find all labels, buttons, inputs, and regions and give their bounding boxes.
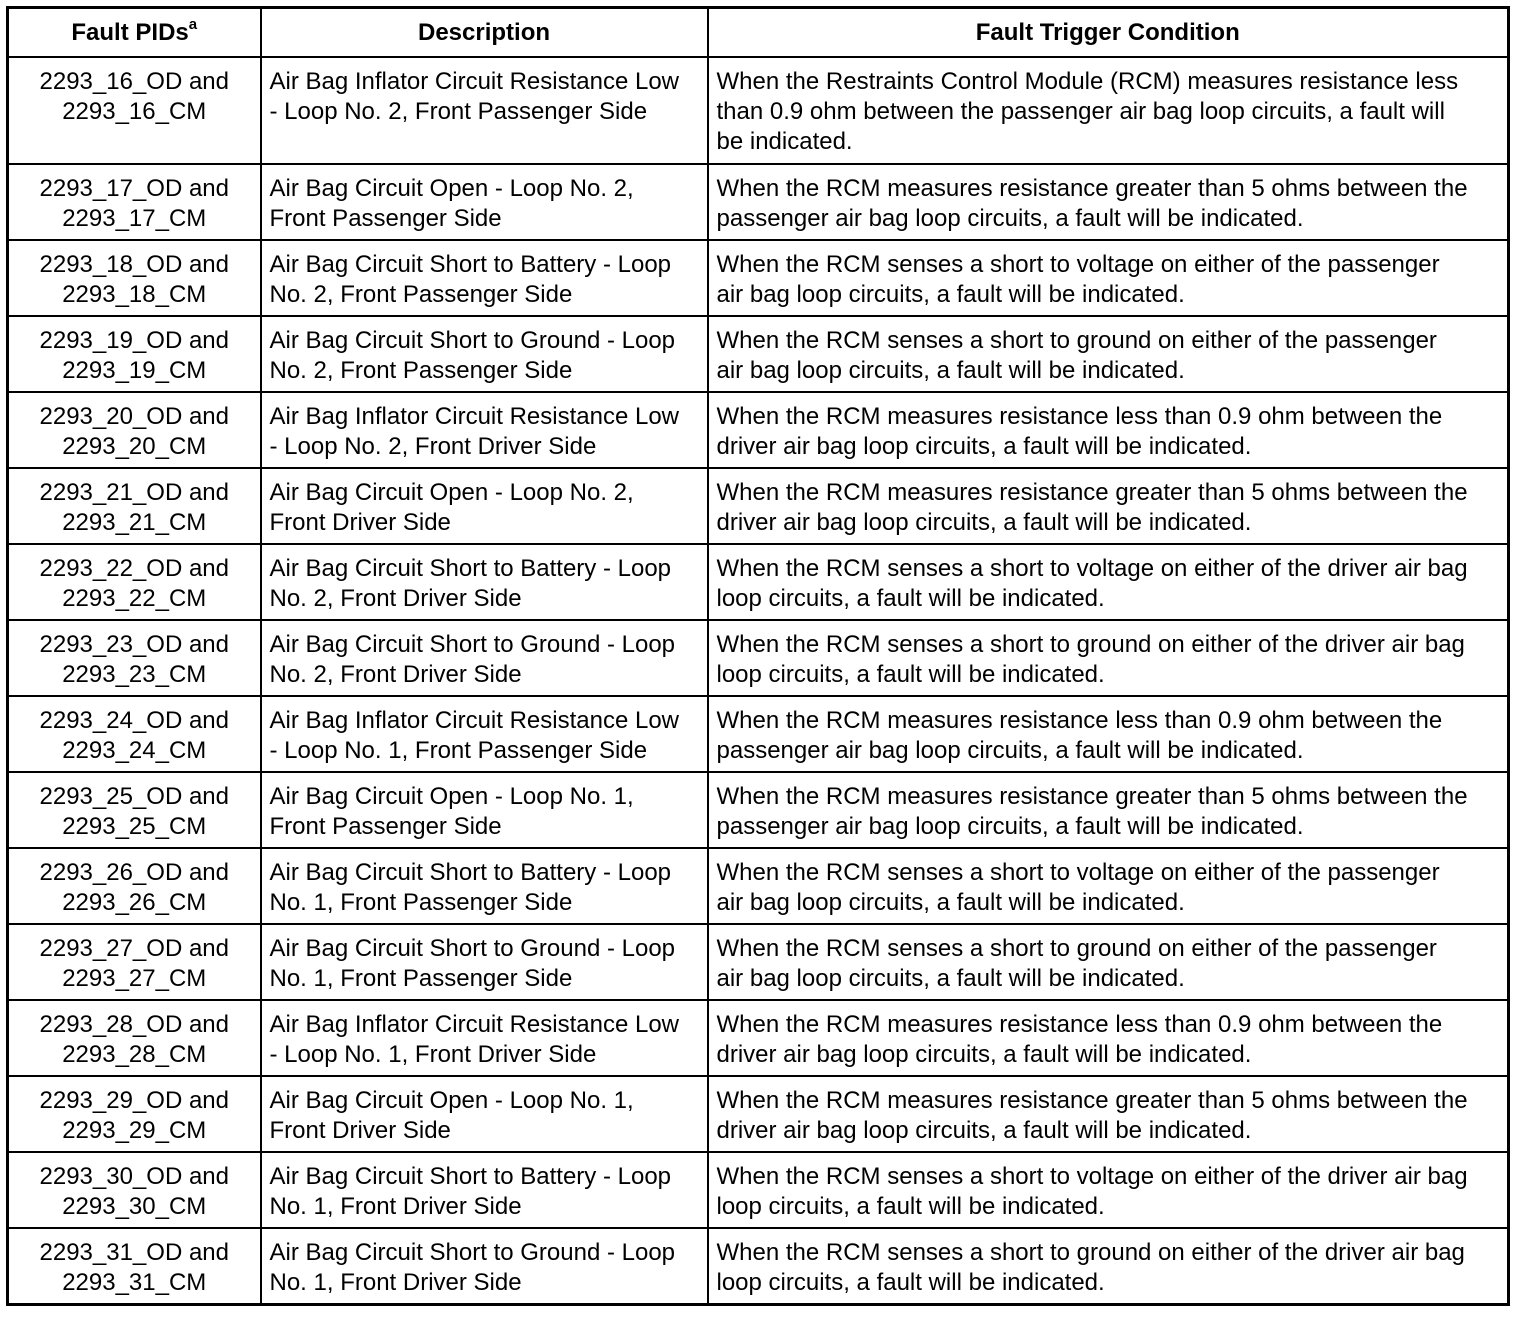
trigger-condition-line: loop circuits, a fault will be indicated. bbox=[716, 661, 1105, 688]
description-line: Front Passenger Side bbox=[269, 205, 502, 232]
table-row bbox=[8, 392, 1509, 468]
fault-pid-cell bbox=[8, 1076, 261, 1152]
table-row bbox=[8, 1152, 1509, 1228]
description-line: No. 1, Front Driver Side bbox=[269, 1193, 522, 1220]
trigger-condition-cell bbox=[708, 1152, 1509, 1228]
trigger-condition-cell bbox=[708, 1076, 1509, 1152]
description-line: Air Bag Circuit Short to Ground - Loop bbox=[269, 1239, 676, 1266]
table-row bbox=[8, 620, 1509, 696]
table-row bbox=[8, 240, 1509, 316]
fault-pid-cell bbox=[8, 544, 261, 620]
description-line: No. 2, Front Passenger Side bbox=[269, 357, 573, 384]
trigger-condition-line: When the RCM senses a short to ground on either of the passenger bbox=[716, 327, 1437, 354]
fault-pid-line: 2293_20_CM bbox=[62, 433, 207, 460]
description-line: Air Bag Inflator Circuit Resistance Low bbox=[269, 403, 679, 430]
table-row bbox=[8, 468, 1509, 544]
description-line: - Loop No. 2, Front Driver Side bbox=[269, 433, 597, 460]
description-cell bbox=[261, 848, 708, 924]
fault-pid-line: 2293_31_OD and bbox=[39, 1239, 229, 1266]
trigger-condition-line: When the RCM senses a short to ground on either of the driver air bag bbox=[716, 1239, 1465, 1266]
trigger-condition-line: When the RCM measures resistance greater than 5 ohms between the bbox=[716, 1087, 1468, 1114]
trigger-condition-cell bbox=[708, 1228, 1509, 1304]
table-row bbox=[8, 57, 1509, 164]
trigger-condition-cell bbox=[708, 1000, 1509, 1076]
fault-pid-line: 2293_18_CM bbox=[62, 281, 207, 308]
fault-pid-cell bbox=[8, 468, 261, 544]
table-row bbox=[8, 1076, 1509, 1152]
description-cell bbox=[261, 544, 708, 620]
fault-pid-line: 2293_26_CM bbox=[62, 889, 207, 916]
fault-pid-cell bbox=[8, 1000, 261, 1076]
trigger-condition-cell bbox=[708, 544, 1509, 620]
table-row bbox=[8, 1000, 1509, 1076]
description-line: No. 1, Front Driver Side bbox=[269, 1269, 522, 1296]
fault-pid-cell bbox=[8, 620, 261, 696]
header-footnote-marker: a bbox=[188, 15, 198, 33]
description-line: Air Bag Inflator Circuit Resistance Low bbox=[269, 707, 679, 734]
description-line: Air Bag Circuit Open - Loop No. 2, bbox=[269, 175, 634, 202]
header-row bbox=[8, 8, 1509, 58]
fault-pid-line: 2293_22_OD and bbox=[39, 555, 229, 582]
header-fault-pids-label: Fault PIDs bbox=[71, 18, 189, 46]
description-cell bbox=[261, 1000, 708, 1076]
header-trigger-condition: Fault Trigger Condition bbox=[708, 8, 1509, 58]
trigger-condition-line: When the RCM senses a short to voltage on either of the driver air bag bbox=[716, 555, 1468, 582]
fault-pid-line: 2293_31_CM bbox=[62, 1269, 207, 1296]
trigger-condition-line: air bag loop circuits, a fault will be indicated. bbox=[716, 281, 1185, 308]
fault-pid-line: 2293_28_OD and bbox=[39, 1011, 229, 1038]
fault-pid-cell bbox=[8, 240, 261, 316]
fault-pid-line: 2293_19_OD and bbox=[39, 327, 229, 354]
fault-pid-line: 2293_28_CM bbox=[62, 1041, 207, 1068]
fault-pid-line: 2293_26_OD and bbox=[39, 859, 229, 886]
trigger-condition-cell bbox=[708, 772, 1509, 848]
trigger-condition-cell bbox=[708, 240, 1509, 316]
description-cell bbox=[261, 468, 708, 544]
trigger-condition-line: When the RCM senses a short to ground on either of the driver air bag bbox=[716, 631, 1465, 658]
fault-pid-line: 2293_16_OD and bbox=[39, 68, 229, 95]
trigger-condition-cell bbox=[708, 392, 1509, 468]
trigger-condition-cell bbox=[708, 316, 1509, 392]
trigger-condition-line: air bag loop circuits, a fault will be indicated. bbox=[716, 357, 1185, 384]
trigger-condition-line: When the RCM measures resistance greater than 5 ohms between the bbox=[716, 479, 1468, 506]
description-cell bbox=[261, 316, 708, 392]
trigger-condition-line: loop circuits, a fault will be indicated. bbox=[716, 1269, 1105, 1296]
fault-pid-line: 2293_22_CM bbox=[62, 585, 207, 612]
description-line: Front Passenger Side bbox=[269, 813, 502, 840]
fault-pid-line: 2293_16_CM bbox=[62, 98, 207, 125]
description-line: Front Driver Side bbox=[269, 1117, 451, 1144]
fault-pid-line: 2293_24_OD and bbox=[39, 707, 229, 734]
description-cell bbox=[261, 164, 708, 240]
description-line: Air Bag Circuit Open - Loop No. 1, bbox=[269, 1087, 634, 1114]
trigger-condition-line: be indicated. bbox=[716, 128, 853, 155]
description-cell bbox=[261, 620, 708, 696]
trigger-condition-cell bbox=[708, 924, 1509, 1000]
fault-pid-line: 2293_17_OD and bbox=[39, 175, 229, 202]
description-line: Air Bag Circuit Short to Ground - Loop bbox=[269, 935, 676, 962]
trigger-condition-line: When the RCM measures resistance greater than 5 ohms between the bbox=[716, 175, 1468, 202]
description-line: Air Bag Circuit Short to Ground - Loop bbox=[269, 327, 676, 354]
description-line: No. 2, Front Driver Side bbox=[269, 661, 522, 688]
description-cell bbox=[261, 392, 708, 468]
fault-pid-cell bbox=[8, 1228, 261, 1304]
description-line: No. 1, Front Passenger Side bbox=[269, 965, 573, 992]
trigger-condition-cell bbox=[708, 164, 1509, 240]
description-cell bbox=[261, 1152, 708, 1228]
trigger-condition-line: passenger air bag loop circuits, a fault will be indicated. bbox=[716, 205, 1304, 232]
table-row bbox=[8, 544, 1509, 620]
description-line: - Loop No. 1, Front Driver Side bbox=[269, 1041, 597, 1068]
trigger-condition-cell bbox=[708, 620, 1509, 696]
fault-pid-line: 2293_29_CM bbox=[62, 1117, 207, 1144]
trigger-condition-line: When the RCM measures resistance less than 0.9 ohm between the bbox=[716, 403, 1443, 430]
header-fault-pids bbox=[8, 8, 261, 58]
description-line: Air Bag Inflator Circuit Resistance Low bbox=[269, 68, 679, 95]
fault-pid-line: 2293_18_OD and bbox=[39, 251, 229, 278]
fault-pid-line: 2293_25_OD and bbox=[39, 783, 229, 810]
description-cell bbox=[261, 772, 708, 848]
trigger-condition-line: When the Restraints Control Module (RCM) measures resistance less bbox=[716, 68, 1459, 95]
fault-pid-cell bbox=[8, 392, 261, 468]
header-description: Description bbox=[261, 8, 708, 58]
description-line: Front Driver Side bbox=[269, 509, 451, 536]
description-line: Air Bag Circuit Short to Ground - Loop bbox=[269, 631, 676, 658]
trigger-condition-line: driver air bag loop circuits, a fault will be indicated. bbox=[716, 1117, 1252, 1144]
fault-pid-line: 2293_27_OD and bbox=[39, 935, 229, 962]
trigger-condition-line: driver air bag loop circuits, a fault will be indicated. bbox=[716, 433, 1252, 460]
fault-pid-cell bbox=[8, 772, 261, 848]
description-line: - Loop No. 1, Front Passenger Side bbox=[269, 737, 648, 764]
description-line: Air Bag Circuit Short to Battery - Loop bbox=[269, 859, 672, 886]
description-line: Air Bag Circuit Short to Battery - Loop bbox=[269, 251, 672, 278]
fault-pid-cell bbox=[8, 696, 261, 772]
trigger-condition-cell bbox=[708, 57, 1509, 164]
description-line: Air Bag Inflator Circuit Resistance Low bbox=[269, 1011, 679, 1038]
description-line: No. 2, Front Passenger Side bbox=[269, 281, 573, 308]
description-cell bbox=[261, 924, 708, 1000]
trigger-condition-line: When the RCM measures resistance less than 0.9 ohm between the bbox=[716, 707, 1443, 734]
trigger-condition-line: When the RCM senses a short to voltage on either of the passenger bbox=[716, 251, 1440, 278]
trigger-condition-line: When the RCM senses a short to ground on either of the passenger bbox=[716, 935, 1437, 962]
fault-pid-line: 2293_23_OD and bbox=[39, 631, 229, 658]
fault-pid-cell bbox=[8, 164, 261, 240]
table-row bbox=[8, 696, 1509, 772]
table-row bbox=[8, 772, 1509, 848]
trigger-condition-line: When the RCM measures resistance less than 0.9 ohm between the bbox=[716, 1011, 1443, 1038]
fault-pid-line: 2293_21_CM bbox=[62, 509, 207, 536]
fault-pid-line: 2293_29_OD and bbox=[39, 1087, 229, 1114]
fault-pid-line: 2293_24_CM bbox=[62, 737, 207, 764]
table-row bbox=[8, 316, 1509, 392]
trigger-condition-line: When the RCM measures resistance greater than 5 ohms between the bbox=[716, 783, 1468, 810]
description-line: Air Bag Circuit Open - Loop No. 2, bbox=[269, 479, 634, 506]
trigger-condition-line: passenger air bag loop circuits, a fault will be indicated. bbox=[716, 737, 1304, 764]
fault-rows bbox=[8, 57, 1509, 1304]
description-cell bbox=[261, 1228, 708, 1304]
table-row bbox=[8, 1228, 1509, 1304]
table-row bbox=[8, 848, 1509, 924]
description-cell bbox=[261, 1076, 708, 1152]
fault-pid-line: 2293_20_OD and bbox=[39, 403, 229, 430]
trigger-condition-cell bbox=[708, 468, 1509, 544]
fault-pid-cell bbox=[8, 1152, 261, 1228]
trigger-condition-line: driver air bag loop circuits, a fault will be indicated. bbox=[716, 509, 1252, 536]
fault-pid-line: 2293_30_CM bbox=[62, 1193, 207, 1220]
trigger-condition-line: passenger air bag loop circuits, a fault will be indicated. bbox=[716, 813, 1304, 840]
fault-pid-line: 2293_23_CM bbox=[62, 661, 207, 688]
description-line: Air Bag Circuit Short to Battery - Loop bbox=[269, 555, 672, 582]
description-line: No. 2, Front Driver Side bbox=[269, 585, 522, 612]
description-line: - Loop No. 2, Front Passenger Side bbox=[269, 98, 648, 125]
trigger-condition-line: loop circuits, a fault will be indicated. bbox=[716, 585, 1105, 612]
description-cell bbox=[261, 57, 708, 164]
fault-pid-line: 2293_17_CM bbox=[62, 205, 207, 232]
fault-pid-cell bbox=[8, 316, 261, 392]
description-cell bbox=[261, 696, 708, 772]
description-line: No. 1, Front Passenger Side bbox=[269, 889, 573, 916]
trigger-condition-line: driver air bag loop circuits, a fault will be indicated. bbox=[716, 1041, 1252, 1068]
fault-pid-line: 2293_21_OD and bbox=[39, 479, 229, 506]
trigger-condition-line: air bag loop circuits, a fault will be indicated. bbox=[716, 965, 1185, 992]
fault-pid-line: 2293_19_CM bbox=[62, 357, 207, 384]
fault-pid-line: 2293_30_OD and bbox=[39, 1163, 229, 1190]
fault-pid-cell bbox=[8, 848, 261, 924]
trigger-condition-line: air bag loop circuits, a fault will be indicated. bbox=[716, 889, 1185, 916]
description-line: Air Bag Circuit Open - Loop No. 1, bbox=[269, 783, 634, 810]
trigger-condition-line: When the RCM senses a short to voltage on either of the passenger bbox=[716, 859, 1440, 886]
table-row bbox=[8, 164, 1509, 240]
table-row bbox=[8, 924, 1509, 1000]
trigger-condition-line: When the RCM senses a short to voltage on either of the driver air bag bbox=[716, 1163, 1468, 1190]
fault-pid-line: 2293_25_CM bbox=[62, 813, 207, 840]
fault-table bbox=[6, 6, 1510, 1306]
description-line: Air Bag Circuit Short to Battery - Loop bbox=[269, 1163, 672, 1190]
trigger-condition-cell bbox=[708, 696, 1509, 772]
fault-pid-line: 2293_27_CM bbox=[62, 965, 207, 992]
trigger-condition-cell bbox=[708, 848, 1509, 924]
description-cell bbox=[261, 240, 708, 316]
fault-pid-cell bbox=[8, 57, 261, 164]
fault-pid-cell bbox=[8, 924, 261, 1000]
trigger-condition-line: loop circuits, a fault will be indicated. bbox=[716, 1193, 1105, 1220]
trigger-condition-line: than 0.9 ohm between the passenger air bag loop circuits, a fault will bbox=[716, 98, 1445, 125]
